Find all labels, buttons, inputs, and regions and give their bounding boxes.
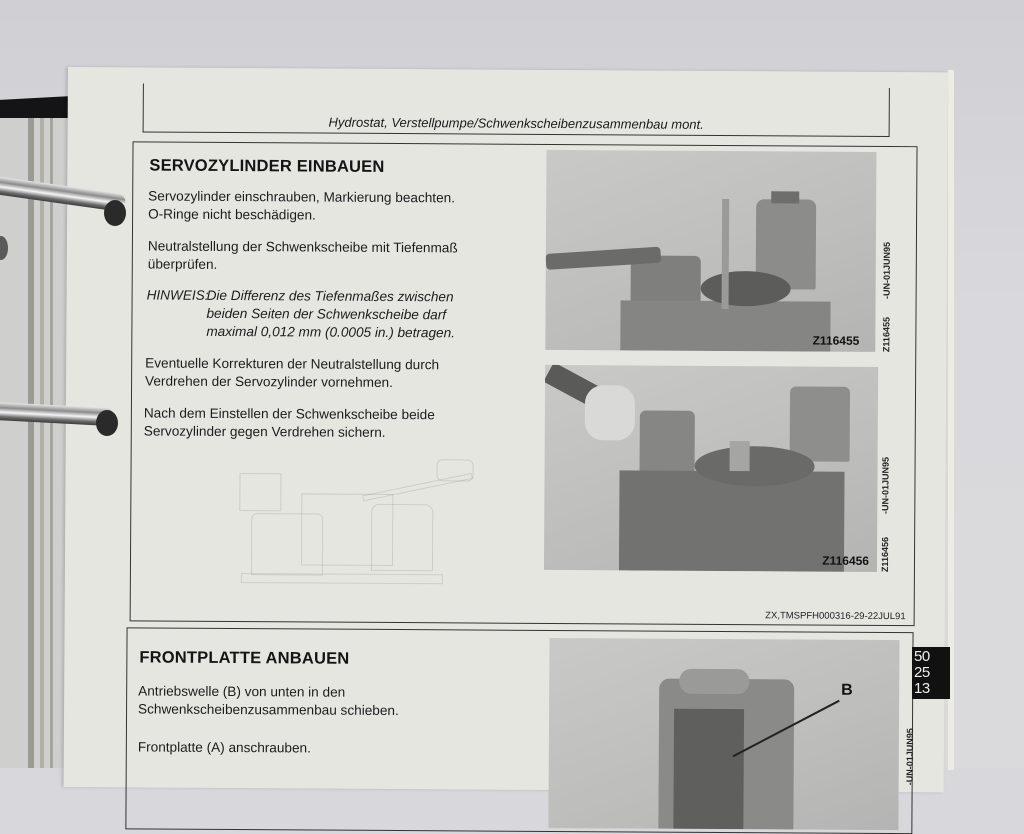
figure-id: Z116455 <box>812 333 860 348</box>
page-stack-edge <box>50 118 53 768</box>
paragraph: Nach dem Einstellen der Schwenkscheibe beide Servozylinder gegen Verdrehen sichern. <box>143 405 435 440</box>
note-text: Die Differenz des Tiefenmaßes zwischen beiden Seiten der Schwenkscheibe darf maximal 0,012 mm (0.0005 in.) betragen. <box>206 287 456 341</box>
pump-housing <box>619 470 845 571</box>
paragraph: Antriebswelle (B) von unten in den Schwenkscheibenzusammenbau schieben. <box>138 683 399 719</box>
paragraph: Neutralstellung der Schwenkscheibe mit Tiefenmaß überprüfen. <box>147 238 458 272</box>
header-title: Hydrostat, Verstellpumpe/Schwenkscheibenzusammenbau mont. <box>328 114 704 132</box>
chapter-tab-marker <box>912 647 950 699</box>
figure-side-code: Z116456 <box>879 536 891 573</box>
page-header <box>143 83 890 137</box>
servo-cylinder <box>790 386 850 461</box>
section-title: FRONTPLATTE ANBAUEN <box>139 648 350 668</box>
paragraph: Eventuelle Korrekturen der Neutralstellung durch Verdrehen der Servozylinder vornehmen. <box>145 355 440 390</box>
figure-photo <box>548 638 899 830</box>
figure-id: Z116456 <box>822 553 870 568</box>
note-label: HINWEIS: <box>146 287 209 303</box>
page-stack <box>0 118 70 768</box>
page-stack-edge <box>28 118 34 768</box>
depth-gauge <box>722 199 730 309</box>
figure-photo <box>545 150 876 352</box>
tab-number: 50 <box>914 648 930 665</box>
section-title: SERVOZYLINDER EINBAUEN <box>149 156 385 176</box>
punch-hole <box>104 200 126 226</box>
figure-photo <box>544 365 878 572</box>
tab-number: 13 <box>914 680 930 697</box>
document-reference: ZX,TMSPFH000316-29-22JUL91 <box>765 610 906 623</box>
callout-label: B <box>841 681 853 699</box>
note-block <box>146 286 526 348</box>
paragraph: Servozylinder einschrauben, Markierung beachten. O-Ringe nicht beschädigen. <box>148 188 456 223</box>
hand <box>585 385 635 440</box>
section-servozylinder <box>130 141 918 626</box>
page-stack-edge <box>40 118 44 768</box>
figure-side-code: Z116455 <box>881 316 892 353</box>
tab-number: 25 <box>914 664 930 681</box>
figure-side-date: -UN-01JUN95 <box>880 456 891 515</box>
figure-side-date: -UN-01JUN95 <box>881 241 892 300</box>
figure-side-date: -UN-01JUN95 <box>904 728 915 786</box>
manual-page <box>64 67 948 792</box>
section-frontplatte <box>125 627 913 834</box>
show-through-diagram <box>134 142 917 147</box>
punch-hole <box>96 410 118 436</box>
paragraph: Frontplatte (A) anschrauben. <box>137 739 311 756</box>
